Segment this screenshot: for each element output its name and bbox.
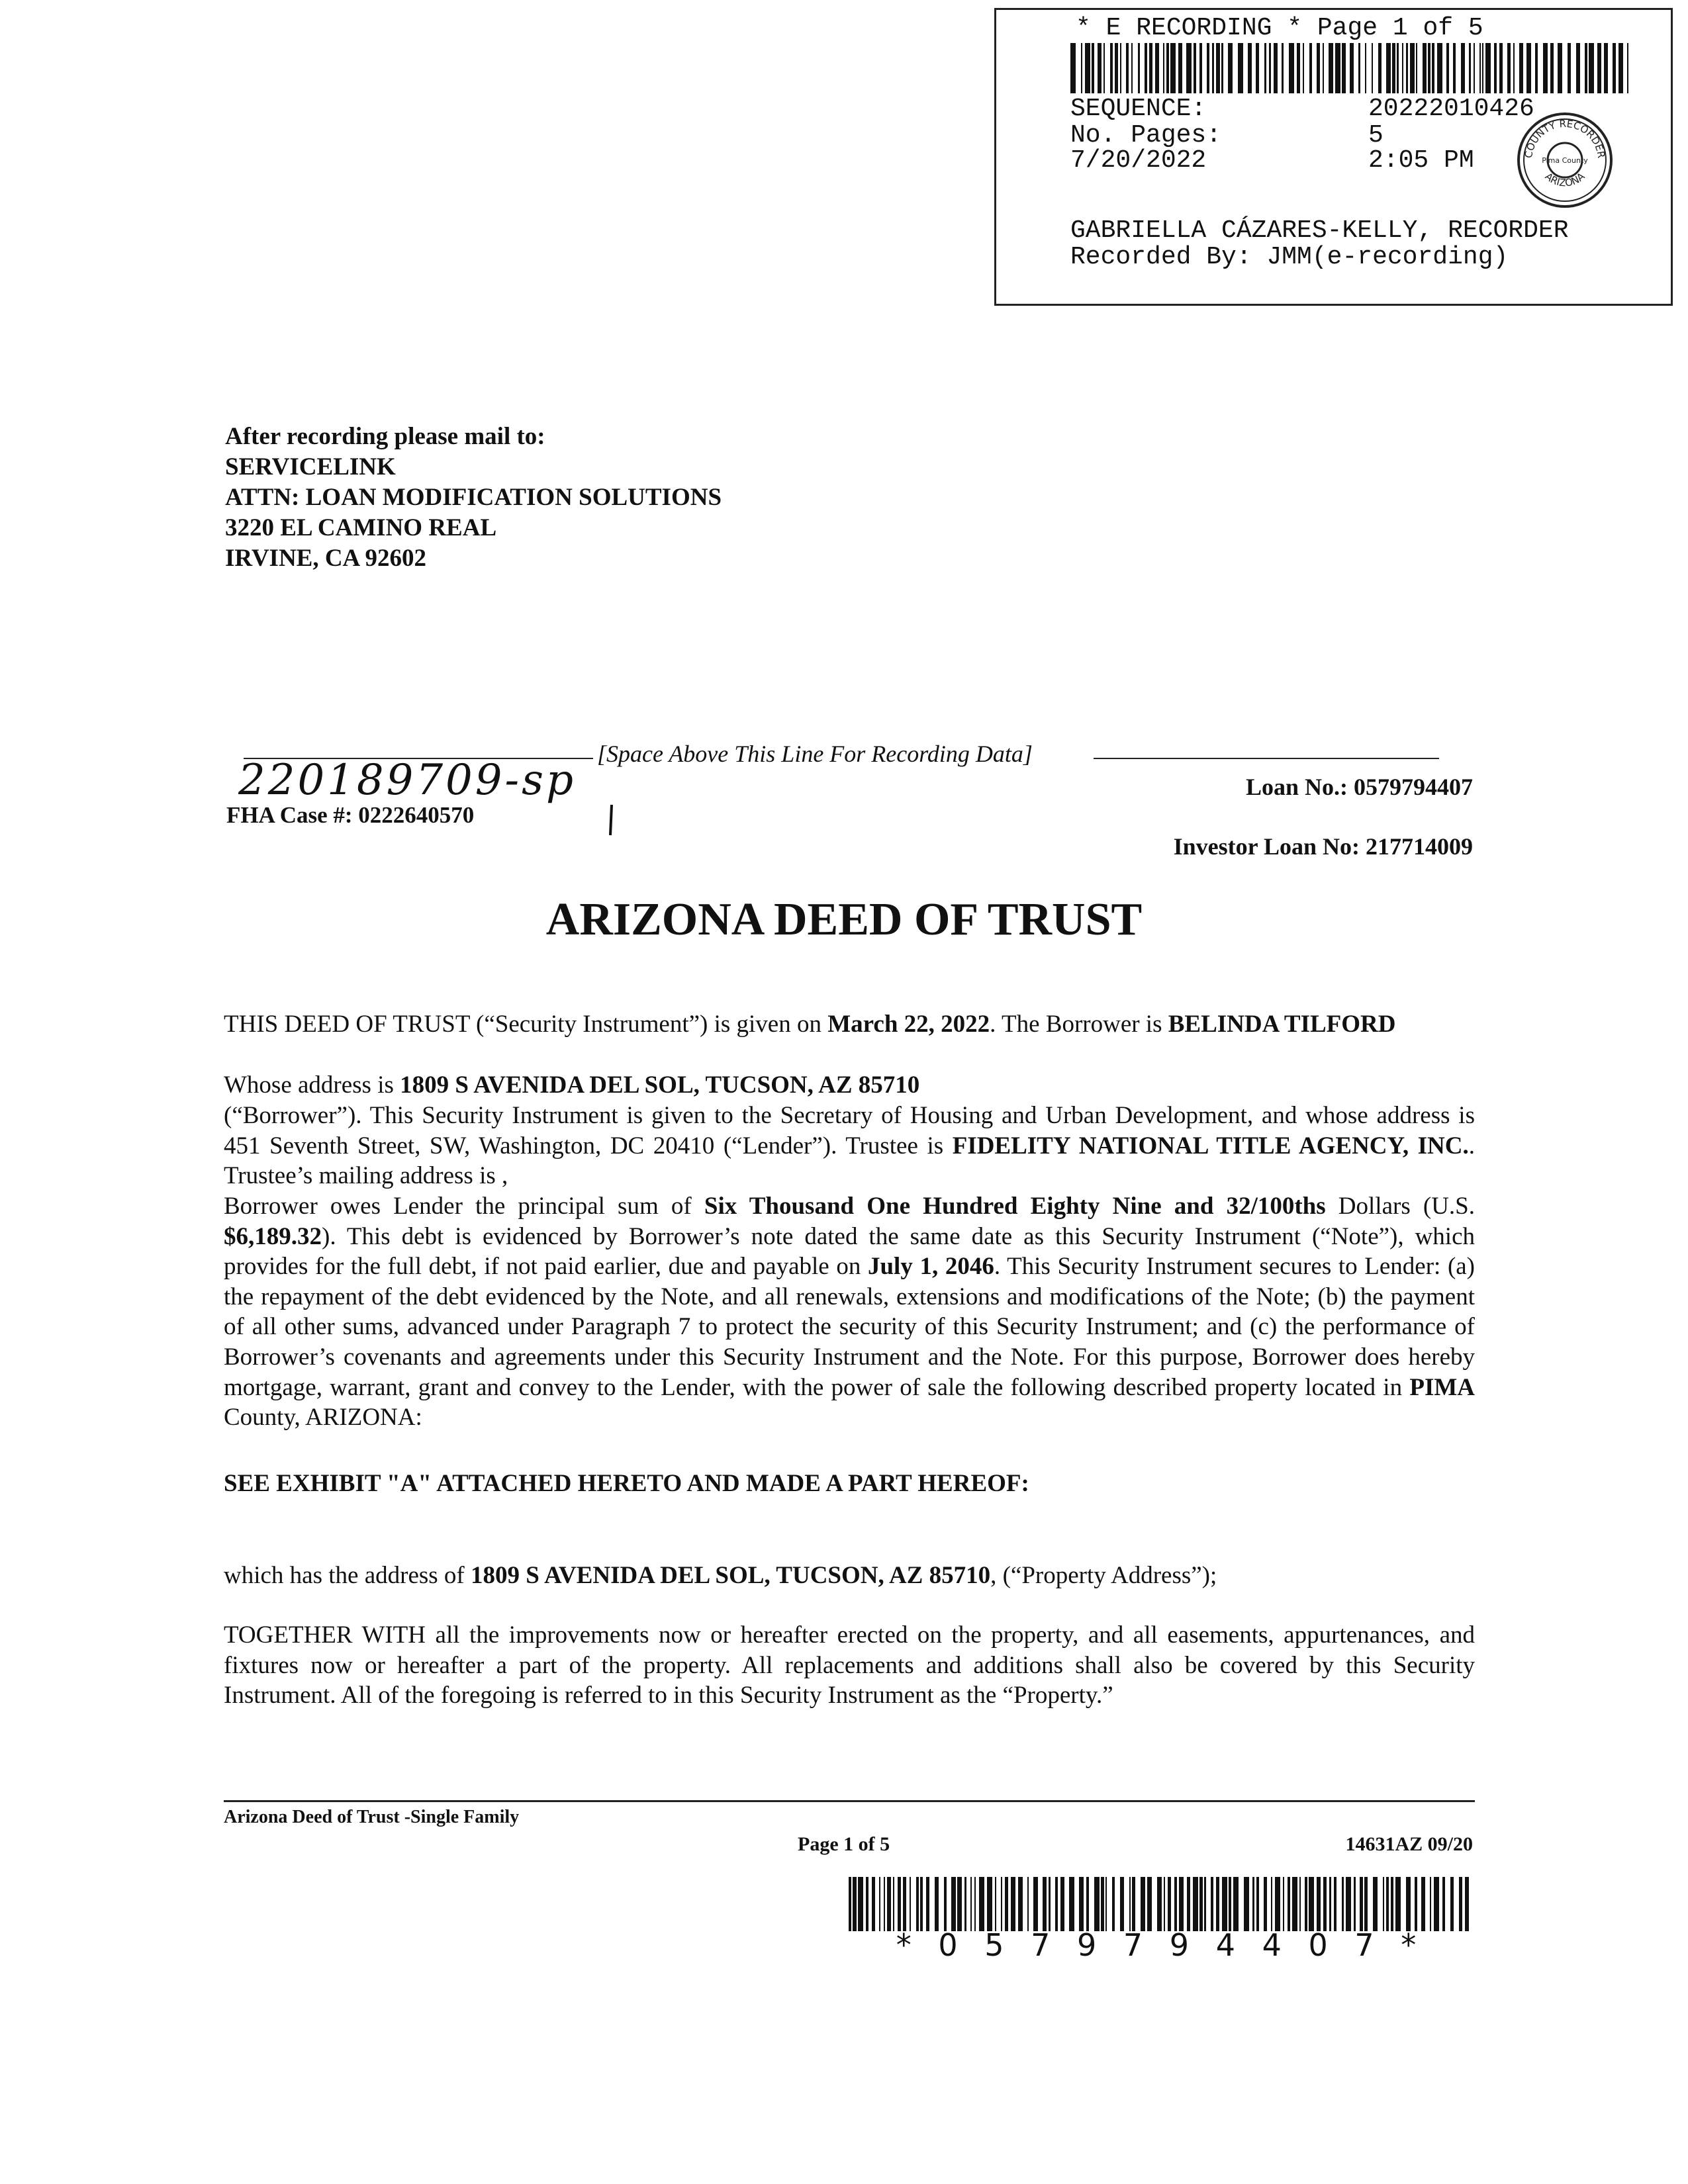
- loan-number: Loan No.: 0579794407: [1245, 774, 1473, 800]
- barcode-bar: [1415, 1877, 1417, 1931]
- body-text: . The Borrower is: [990, 1011, 1168, 1038]
- barcode-bar: [849, 1877, 851, 1931]
- barcode-bar: [1228, 43, 1233, 93]
- barcode-bar: [1459, 1877, 1462, 1931]
- barcode-bar: [1568, 43, 1571, 93]
- investor-loan-number: Investor Loan No: 217714009: [1173, 833, 1473, 860]
- barcode-bar: [1060, 1877, 1064, 1931]
- barcode-bar: [1432, 43, 1434, 93]
- loan-barcode: [849, 1877, 1472, 1931]
- barcode-bar: [1297, 43, 1300, 93]
- mail-to-line: SERVICELINK: [225, 453, 396, 480]
- barcode-bar: [1558, 43, 1562, 93]
- barcode-bar: [951, 1877, 956, 1931]
- barcode-bar: [964, 1877, 966, 1931]
- recording-stamp: [994, 8, 1673, 306]
- barcode-bar: [1110, 43, 1113, 93]
- barcode-bar: [1535, 43, 1538, 93]
- paragraph-together-with: TOGETHER WITH all the improvements now or hereafter erected on the property, and all easements, appurtenances, and fixtures now or hereafter a part of the property. All replacements and additions shall also be covered by this Security Instrument. All of the foregoing is referred to in this Security Instrument as the “Property.”: [224, 1621, 1475, 1709]
- barcode-bar: [916, 1877, 919, 1931]
- barcode-bar: [1282, 43, 1284, 93]
- barcode-bar: [1248, 43, 1252, 93]
- barcode-bar: [1264, 43, 1266, 93]
- barcode-bar: [1365, 43, 1366, 93]
- barcode-bar: [970, 1877, 972, 1931]
- barcode-bar: [1256, 43, 1259, 93]
- page-number: Page 1 of 5: [798, 1833, 890, 1855]
- barcode-bar: [1120, 1877, 1124, 1931]
- barcode-bar: [1461, 43, 1465, 93]
- barcode-bar: [1256, 1877, 1259, 1931]
- barcode-bar: [1252, 1877, 1254, 1931]
- barcode-bar: [1070, 43, 1076, 93]
- barcode-text: * 0 5 7 9 7 9 4 4 0 7 *: [896, 1927, 1425, 1963]
- barcode-bar: [1604, 43, 1608, 93]
- barcode-bar: [1211, 1877, 1213, 1931]
- barcode-bar: [1292, 1877, 1297, 1931]
- mail-to-heading: After recording please mail to:: [225, 423, 545, 450]
- mail-to-line: ATTN: LOAN MODIFICATION SOLUTIONS: [225, 484, 722, 511]
- barcode-bar: [1216, 43, 1220, 93]
- barcode-bar: [995, 1877, 996, 1931]
- body-text: which has the address of: [224, 1562, 471, 1589]
- barcode-bar: [1204, 1877, 1206, 1931]
- barcode-bar: [1011, 1877, 1015, 1931]
- barcode-bar: [1358, 43, 1360, 93]
- barcode-bar: [1526, 43, 1531, 93]
- barcode-bar: [1275, 1877, 1280, 1931]
- sequence-value: 20222010426: [1368, 95, 1534, 123]
- form-code: 14631AZ 09/20: [1345, 1833, 1473, 1855]
- instrument-date: March 22, 2022: [827, 1011, 990, 1038]
- barcode-bar: [1033, 1877, 1038, 1931]
- barcode-bar: [1288, 1877, 1290, 1931]
- principal-amount: $6,189.32: [224, 1222, 322, 1250]
- recorder-name: GABRIELLA CÁZARES-KELLY, RECORDER: [1070, 216, 1569, 245]
- barcode-bar: [1479, 43, 1481, 93]
- barcode-bar: [1519, 43, 1523, 93]
- barcode-bar: [1613, 43, 1616, 93]
- body-text: Whose address is: [224, 1071, 400, 1099]
- barcode-bar: [1055, 1877, 1058, 1931]
- barcode-bar: [1085, 43, 1090, 93]
- barcode-bar: [1450, 1877, 1454, 1931]
- barcode-bar: [1446, 43, 1449, 93]
- sequence-label: SEQUENCE:: [1070, 95, 1207, 123]
- barcode-bar: [1360, 1877, 1363, 1931]
- svg-text:22018970​9-sp: 22018970​9-sp: [238, 756, 576, 805]
- maturity-date: July 1, 2046: [867, 1253, 994, 1281]
- barcode-bar: [1323, 1877, 1327, 1931]
- barcode-bar: [1329, 1877, 1331, 1931]
- fha-case-number: FHA Case #: 0222640570: [226, 802, 475, 828]
- barcode-bar: [1149, 43, 1152, 93]
- paragraph-parties: [224, 1009, 1475, 1040]
- barcode-bar: [1428, 43, 1430, 93]
- borrower-address: 1809 S AVENIDA DEL SOL, TUCSON, AZ 85710: [400, 1071, 920, 1099]
- barcode-bar: [1207, 43, 1209, 93]
- barcode-bar: [1098, 43, 1102, 93]
- barcode-bar: [1094, 1877, 1100, 1931]
- barcode-bar: [1386, 1877, 1389, 1931]
- barcode-bar: [1335, 43, 1340, 93]
- barcode-bar: [853, 1877, 857, 1931]
- barcode-bar: [944, 1877, 947, 1931]
- barcode-bar: [1092, 43, 1094, 93]
- barcode-bar: [1334, 1877, 1336, 1931]
- paragraph-property-address: [224, 1561, 1475, 1591]
- pages-value: 5: [1368, 121, 1383, 150]
- barcode-bar: [1018, 1877, 1023, 1931]
- barcode-bar: [1386, 43, 1391, 93]
- barcode-bar: [1317, 1877, 1321, 1931]
- barcode-bar: [1193, 1877, 1198, 1931]
- barcode-bar: [1233, 1877, 1239, 1931]
- body-text: ). This debt is evidenced by Borrower’s note dated the same date as this Security Instrument (“Note”), which provides for the full debt, if not paid earlier, due and payable on: [224, 1222, 1475, 1281]
- barcode-bar: [1383, 1877, 1384, 1931]
- barcode-bar: [1174, 1877, 1177, 1931]
- barcode-bar: [1131, 43, 1133, 93]
- barcode-bar: [910, 1877, 911, 1931]
- barcode-bar: [1589, 43, 1594, 93]
- barcode-bar: [1342, 43, 1346, 93]
- barcode-bar: [957, 1877, 962, 1931]
- barcode-bar: [1442, 1877, 1445, 1931]
- barcode-bar: [1132, 1877, 1135, 1931]
- body-text: THIS DEED OF TRUST (“Security Instrument”) is given on: [224, 1011, 828, 1038]
- barcode-bar: [1179, 1877, 1184, 1931]
- barcode-bar: [1406, 43, 1408, 93]
- barcode-bar: [1317, 43, 1320, 93]
- paragraph-address: [224, 1070, 1475, 1101]
- barcode-bar: [1145, 43, 1147, 93]
- barcode-bar: [1164, 1877, 1165, 1931]
- recording-time: 2:05 PM: [1368, 146, 1474, 175]
- barcode-bar: [1430, 1877, 1431, 1931]
- barcode-bar: [1364, 1877, 1368, 1931]
- barcode-bar: [872, 1877, 875, 1931]
- svg-text:ARIZONA: ARIZONA: [1542, 170, 1587, 189]
- svg-text:Pima County: Pima County: [1542, 156, 1588, 165]
- body-text: Borrower owes Lender the principal sum of: [224, 1193, 704, 1220]
- barcode-bar: [1001, 1877, 1002, 1931]
- barcode-bar: [1049, 1877, 1051, 1931]
- barcode-bar: [1305, 1877, 1307, 1931]
- barcode-bar: [1576, 43, 1580, 93]
- barcode-bar: [1485, 43, 1491, 93]
- barcode-bar: [987, 1877, 992, 1931]
- barcode-bar: [1627, 43, 1628, 93]
- county-seal-icon: [1515, 111, 1615, 210]
- body-text: . This Security Instrument secures to Lender: (a) the repayment of the debt evidenced by the Note, and all renewals, extensions and modifications of the Note; (b) the payment of all other sums, advanced under Paragraph 7 to protect the security of this Security Instrument; and (c) the performance of Borrower’s covenants and agreements under this Security Instrument and the Note. For this purpose, Borrower does hereby mortgage, warrant, grant and convey to the Lender, with the power of sale the following described property located in: [224, 1253, 1476, 1401]
- svg-text:COUNTY RECORDER: COUNTY RECORDER: [1522, 117, 1608, 159]
- barcode-bar: [1303, 43, 1304, 93]
- barcode-bar: [1027, 1877, 1029, 1931]
- barcode-bar: [1168, 1877, 1171, 1931]
- barcode-bar: [1086, 1877, 1089, 1931]
- barcode-bar: [1043, 1877, 1047, 1931]
- barcode-bar: [1212, 43, 1214, 93]
- barcode-bar: [1283, 1877, 1284, 1931]
- barcode-bar: [1005, 1877, 1008, 1931]
- barcode-bar: [1597, 43, 1601, 93]
- barcode-bar: [866, 1877, 868, 1931]
- barcode-bar: [1342, 1877, 1344, 1931]
- barcode-bar: [1199, 43, 1202, 93]
- barcode-bar: [1482, 43, 1483, 93]
- barcode-bar: [1170, 43, 1176, 93]
- barcode-bar: [1166, 43, 1169, 93]
- barcode-bar: [898, 1877, 901, 1931]
- barcode-bar: [1216, 1877, 1219, 1931]
- document-title: ARIZONA DEED OF TRUST: [545, 894, 1143, 945]
- barcode-bar: [1434, 1877, 1439, 1931]
- body-text: , (“Property Address”);: [990, 1562, 1217, 1589]
- barcode-bar: [1550, 43, 1554, 93]
- barcode-bar: [1416, 43, 1417, 93]
- barcode-bar: [1274, 43, 1278, 93]
- barcode-bar: [1187, 1877, 1190, 1931]
- barcode-bar: [974, 1877, 976, 1931]
- barcode-bar: [1299, 1877, 1301, 1931]
- trustee-name: FIDELITY NATIONAL TITLE AGENCY, INC.: [952, 1132, 1469, 1160]
- barcode-bar: [935, 1877, 939, 1931]
- barcode-bar: [1378, 43, 1382, 93]
- barcode-bar: [1105, 1877, 1107, 1931]
- mail-to-line: IRVINE, CA 92602: [225, 545, 426, 572]
- barcode-bar: [1354, 1877, 1356, 1931]
- barcode-bar: [1141, 1877, 1145, 1931]
- barcode-bar: [887, 1877, 891, 1931]
- pages-label: No. Pages:: [1070, 121, 1222, 150]
- barcode-bar: [1289, 43, 1294, 93]
- barcode-bar: [1101, 1877, 1104, 1931]
- barcode-bar: [1178, 43, 1182, 93]
- barcode-bar: [1081, 43, 1082, 93]
- barcode-bar: [1373, 1877, 1378, 1931]
- recording-date: 7/20/2022: [1070, 146, 1207, 175]
- barcode-bar: [1402, 43, 1403, 93]
- barcode-bar: [1469, 43, 1471, 93]
- barcode-bar: [1391, 1877, 1393, 1931]
- footer-rule: [224, 1800, 1475, 1802]
- barcode-bar: [979, 1877, 984, 1931]
- barcode-bar: [1129, 1877, 1131, 1931]
- borrower-name: BELINDA TILFORD: [1168, 1011, 1396, 1038]
- body-text: . Trustee’s mailing address is ,: [224, 1132, 1475, 1190]
- barcode-bar: [1112, 1877, 1115, 1931]
- barcode-bar: [1346, 1877, 1351, 1931]
- barcode-bar: [1269, 43, 1271, 93]
- barcode-bar: [879, 1877, 880, 1931]
- barcode-bar: [1395, 1877, 1401, 1931]
- barcode-bar: [1155, 43, 1159, 93]
- mail-to-line: 3220 EL CAMINO REAL: [225, 514, 497, 541]
- barcode-bar: [1453, 43, 1456, 93]
- county-name: PIMA: [1409, 1373, 1475, 1401]
- barcode-bar: [1350, 43, 1354, 93]
- barcode-bar: [1309, 1877, 1314, 1931]
- barcode-bar: [1507, 43, 1511, 93]
- barcode-bar: [1309, 43, 1312, 93]
- recorded-by: Recorded By: JMM(e-recording): [1070, 243, 1509, 271]
- barcode-bar: [884, 1877, 885, 1931]
- barcode-bar: [1323, 43, 1324, 93]
- barcode-bar: [1199, 1877, 1203, 1931]
- barcode-bar: [1157, 1877, 1162, 1931]
- barcode-bar: [1410, 43, 1415, 93]
- form-name: Arizona Deed of Trust -Single Family: [224, 1807, 520, 1827]
- barcode-bar: [1513, 43, 1515, 93]
- recording-header: * E RECORDING * Page 1 of 5: [1076, 14, 1483, 42]
- barcode-bar: [1147, 1877, 1152, 1931]
- barcode-bar: [1423, 43, 1427, 93]
- barcode-bar: [1465, 1877, 1469, 1931]
- barcode-bar: [1069, 1877, 1074, 1931]
- barcode-bar: [1618, 43, 1623, 93]
- barcode-bar: [1103, 43, 1105, 93]
- barcode-bar: [1222, 1877, 1227, 1931]
- body-text: County, ARIZONA:: [224, 1404, 422, 1432]
- barcode-bar: [1543, 43, 1548, 93]
- divider-right: [1094, 758, 1439, 759]
- barcode-bar: [1238, 43, 1243, 93]
- barcode-bar: [1406, 1877, 1411, 1931]
- barcode-bar: [858, 1877, 863, 1931]
- barcode-bar: [1437, 43, 1442, 93]
- exhibit-reference: SEE EXHIBIT "A" ATTACHED HERETO AND MADE A PART HEREOF:: [224, 1470, 1029, 1497]
- barcode-bar: [1120, 43, 1121, 93]
- barcode-bar: [1126, 43, 1129, 93]
- barcode-bar: [1585, 43, 1587, 93]
- barcode-bar: [926, 1877, 929, 1931]
- barcode-bar: [1079, 1877, 1084, 1931]
- barcode-bar: [1474, 43, 1475, 93]
- body-text: Dollars (U.S.: [1325, 1193, 1476, 1220]
- barcode-bar: [1194, 43, 1196, 93]
- paragraph-debt: [224, 1191, 1475, 1433]
- barcode-bar: [1329, 43, 1333, 93]
- property-address: 1809 S AVENIDA DEL SOL, TUCSON, AZ 85710: [470, 1562, 991, 1589]
- barcode-bar: [920, 1877, 923, 1931]
- barcode-bar: [1372, 43, 1373, 93]
- barcode-bar: [1271, 1877, 1272, 1931]
- paragraph-lender-trustee: [224, 1101, 1475, 1191]
- barcode-bar: [1264, 1877, 1267, 1931]
- body-text: (“Borrower”). This Security Instrument is given to the Secretary of Housing and Urban Development, and whose address is 451 Seventh Street, SW, Washington, DC 20410 (“Lender”). Trustee is: [224, 1102, 1475, 1160]
- barcode-bar: [1221, 43, 1223, 93]
- barcode-bar: [1397, 43, 1399, 93]
- barcode-bar: [1229, 1877, 1231, 1931]
- barcode-bar: [1244, 1877, 1249, 1931]
- barcode-bar: [903, 1877, 906, 1931]
- space-above-label: [Space Above This Line For Recording Data]: [597, 741, 1033, 767]
- barcode-bar: [1163, 43, 1164, 93]
- barcode-bar: [1421, 1877, 1425, 1931]
- principal-sum-words: Six Thousand One Hundred Eighty Nine and 32/100ths: [704, 1193, 1326, 1220]
- barcode-bar: [1499, 43, 1503, 93]
- barcode-bar: [1494, 43, 1497, 93]
- recording-barcode: [1070, 43, 1630, 93]
- barcode-bar: [1138, 43, 1140, 93]
- barcode-bar: [1115, 43, 1118, 93]
- barcode-bar: [1186, 43, 1192, 93]
- barcode-bar: [1392, 43, 1395, 93]
- barcode-bar: [893, 1877, 894, 1931]
